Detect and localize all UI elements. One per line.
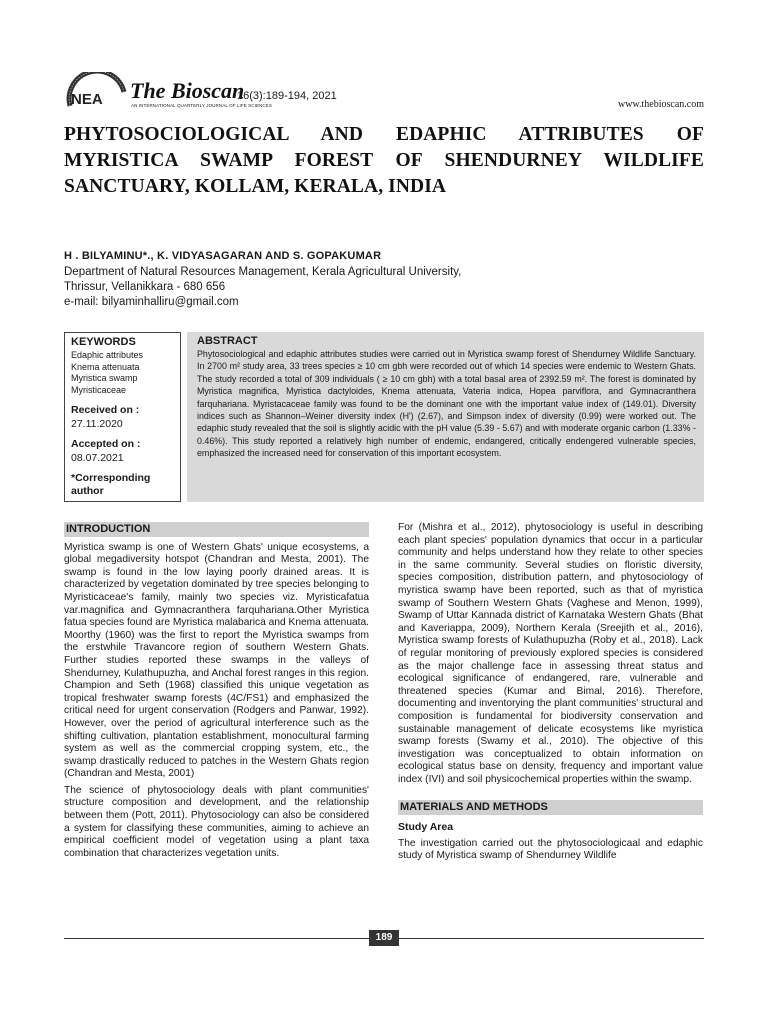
paragraph: The investigation carried out the phytosociologicaal and edaphic study of Myristica swamp of Shendurney Wildlife: [398, 837, 703, 862]
journal-logo: [64, 72, 130, 112]
paper-title: PHYTOSOCIOLOGICAL AND EDAPHIC ATTRIBUTES OF MYRISTICA SWAMP FOREST OF SHENDURNEY WILDLIFE SANCTUARY, KOLLAM, KERALA, INDIA: [64, 124, 704, 197]
authors: H . BILYAMINU*., K. VIDYASAGARAN AND S. GOPAKUMAR: [64, 250, 382, 262]
journal-website[interactable]: www.thebioscan.com: [618, 99, 704, 110]
keyword: Myristica swamp: [71, 373, 138, 383]
accepted-label: Accepted on :: [71, 438, 141, 450]
accepted-date: 08.07.2021: [71, 452, 124, 464]
page-number: 189: [369, 930, 399, 946]
study-area-heading: Study Area: [398, 821, 454, 834]
paragraph: Myristica swamp is one of Western Ghats' unique ecosystems, a global megadiversity hotspot (Chandran and Mesta, 2001). The swamp is found in the low laying poorly drained areas. It is characterized by vegetation dominated by tree species belonging to Myristicaceae's family, mainly two species viz. Myristicafatua var.magnifica and Gymnacranthera farquhariana.Other Myristica fatua species found are Myristica malabarica and Knema attenuata. Moorthy (1960) was the first to report the Myristica swamps from the erstwhile Travancore region of southern Western Ghats. Further studies reported these swamps in the valleys of Shendurney, Kulathupuzha, and Anchal forest ranges in this region. Champion and Seth (1968) classified this unique vegetation as tropical freshwater swamp forests (4C/FS1) and emphasized the critical need for urgent conservation (Rodgers and Panwar, 1992). However, over the period of agricultural interference such as the shifting cultivation, plantation establishment, monocultural farming system as well as the commercial cropping system, etc., the swamp drastically reduced to patches in the Western Ghats region (Chandran and Mesta, 2001): [64, 541, 369, 780]
affiliation-line: Department of Natural Resources Management, Kerala Agricultural University,: [64, 266, 462, 278]
corresponding-author-note: *Corresponding author: [71, 472, 151, 497]
received-date: 27.11.2020: [71, 418, 123, 430]
logo-text: NEA: [71, 91, 103, 108]
email[interactable]: e-mail: bilyaminhalliru@gmail.com: [64, 296, 239, 308]
keywords-box: [64, 332, 181, 502]
keyword: Edaphic attributes: [71, 350, 144, 360]
abstract-box: [187, 332, 704, 502]
abstract-title: ABSTRACT: [197, 335, 258, 347]
received-label: Received on :: [71, 404, 140, 416]
journal-volume: 16(3):189-194, 2021: [237, 90, 337, 102]
keywords-title: KEYWORDS: [71, 336, 136, 348]
abstract-text: Phytosociological and edaphic attributes studies were carried out in Myristica swamp forest of Shendurney Wildlife Sanctuary. In 2700 m² study area, 33 trees species ≥ 10 cm gbh were recorded out of which 14 species were endemic to Western Ghats. The study recorded a total of 309 individuals ( ≥ 10 cm gbh) with a total basal area of 2392.59 m². The forest is dominated by Myristica magnifica, Myristica dactyloides, Knema attenuata, Vateria indica, Hopea parviflora, and Gymnacranthera farquhariana. Myristacaceae family was found to be the dominant one with the important value index of (149.01). Diversity indices such as Shannon–Weiner diversity index (H') (2.67), and Simpson index of diversity (0.99) were worked out. The edaphic study revealed that the soil is slightly acidic with the pH value (5.39 - 5.67) and with moderate organic carbon (1.33% - 0.46%). This study reported a relatively high number of endemic, endangered, critically endengered vulnerable species, emphasized the increased need for conservation of this important ecosystem.: [197, 349, 696, 459]
affiliation-line: Thrissur, Vellanikkara - 680 656: [64, 281, 226, 293]
affiliation: [64, 265, 461, 310]
right-column: [398, 522, 703, 867]
left-column: [64, 522, 369, 864]
introduction-heading: INTRODUCTION: [64, 522, 369, 537]
paragraph: For (Mishra et al., 2012), phytosociology is useful in describing each plant species' population dynamics that occur in a particular community and helps understand how they relate to other species in the same community. Several studies on floristic diversity, species composition, distribution pattern, and phytosociology of myristica swamp have been reported, such as that of myristica swamp of Southern Western Ghats (Vaghese and Menon, 1999), Swamp of Uttar Kannada district of Karnataka Western Ghats (Bhat and Kaveriappa, 2009), Northern Kerala (Sreejith et al., 2016), Myristica swamp forests of Kulathupuzha (Roby et al., 2018). Lack of regular monitoring of previously explored species is considered as the major challenge face in assessing threat status and ecological significance of endangered, rare, vulnerable and threatened species (Kumar and Bimal, 2016). Therefore, documenting and inventorying the plant communities' structural and composition is fundamental for biodiversity conservation and sustainable management of delicate ecosystems like myristica swamp forests (Swamy et al., 2010). The objective of this investigation was conceptualized to obtain information on ecological status base on density, frequency and important value index (IVI) and soil physicochemical properties within the swamp.: [398, 522, 703, 785]
journal-name: The Bioscan: [130, 78, 245, 103]
paragraph: The science of phytosociology deals with plant communities' structure composition and development, and the relationship between them (Pott, 2011). Phytosociology can also be considered a system for classifying these communities, aiming to achieve an empirical coefficient model of vegetation using a plant taxa combination that characterizes vegetation units.: [64, 784, 369, 859]
keyword: Myristicaceae: [71, 384, 127, 395]
logo-emblem-icon: [64, 72, 130, 112]
journal-subtitle: AN INTERNATIONAL QUARTERLY JOURNAL OF LIFE SCIENCES: [131, 103, 272, 108]
keyword: Knema attenuata: [71, 361, 140, 372]
methods-heading: MATERIALS AND METHODS: [398, 800, 703, 815]
